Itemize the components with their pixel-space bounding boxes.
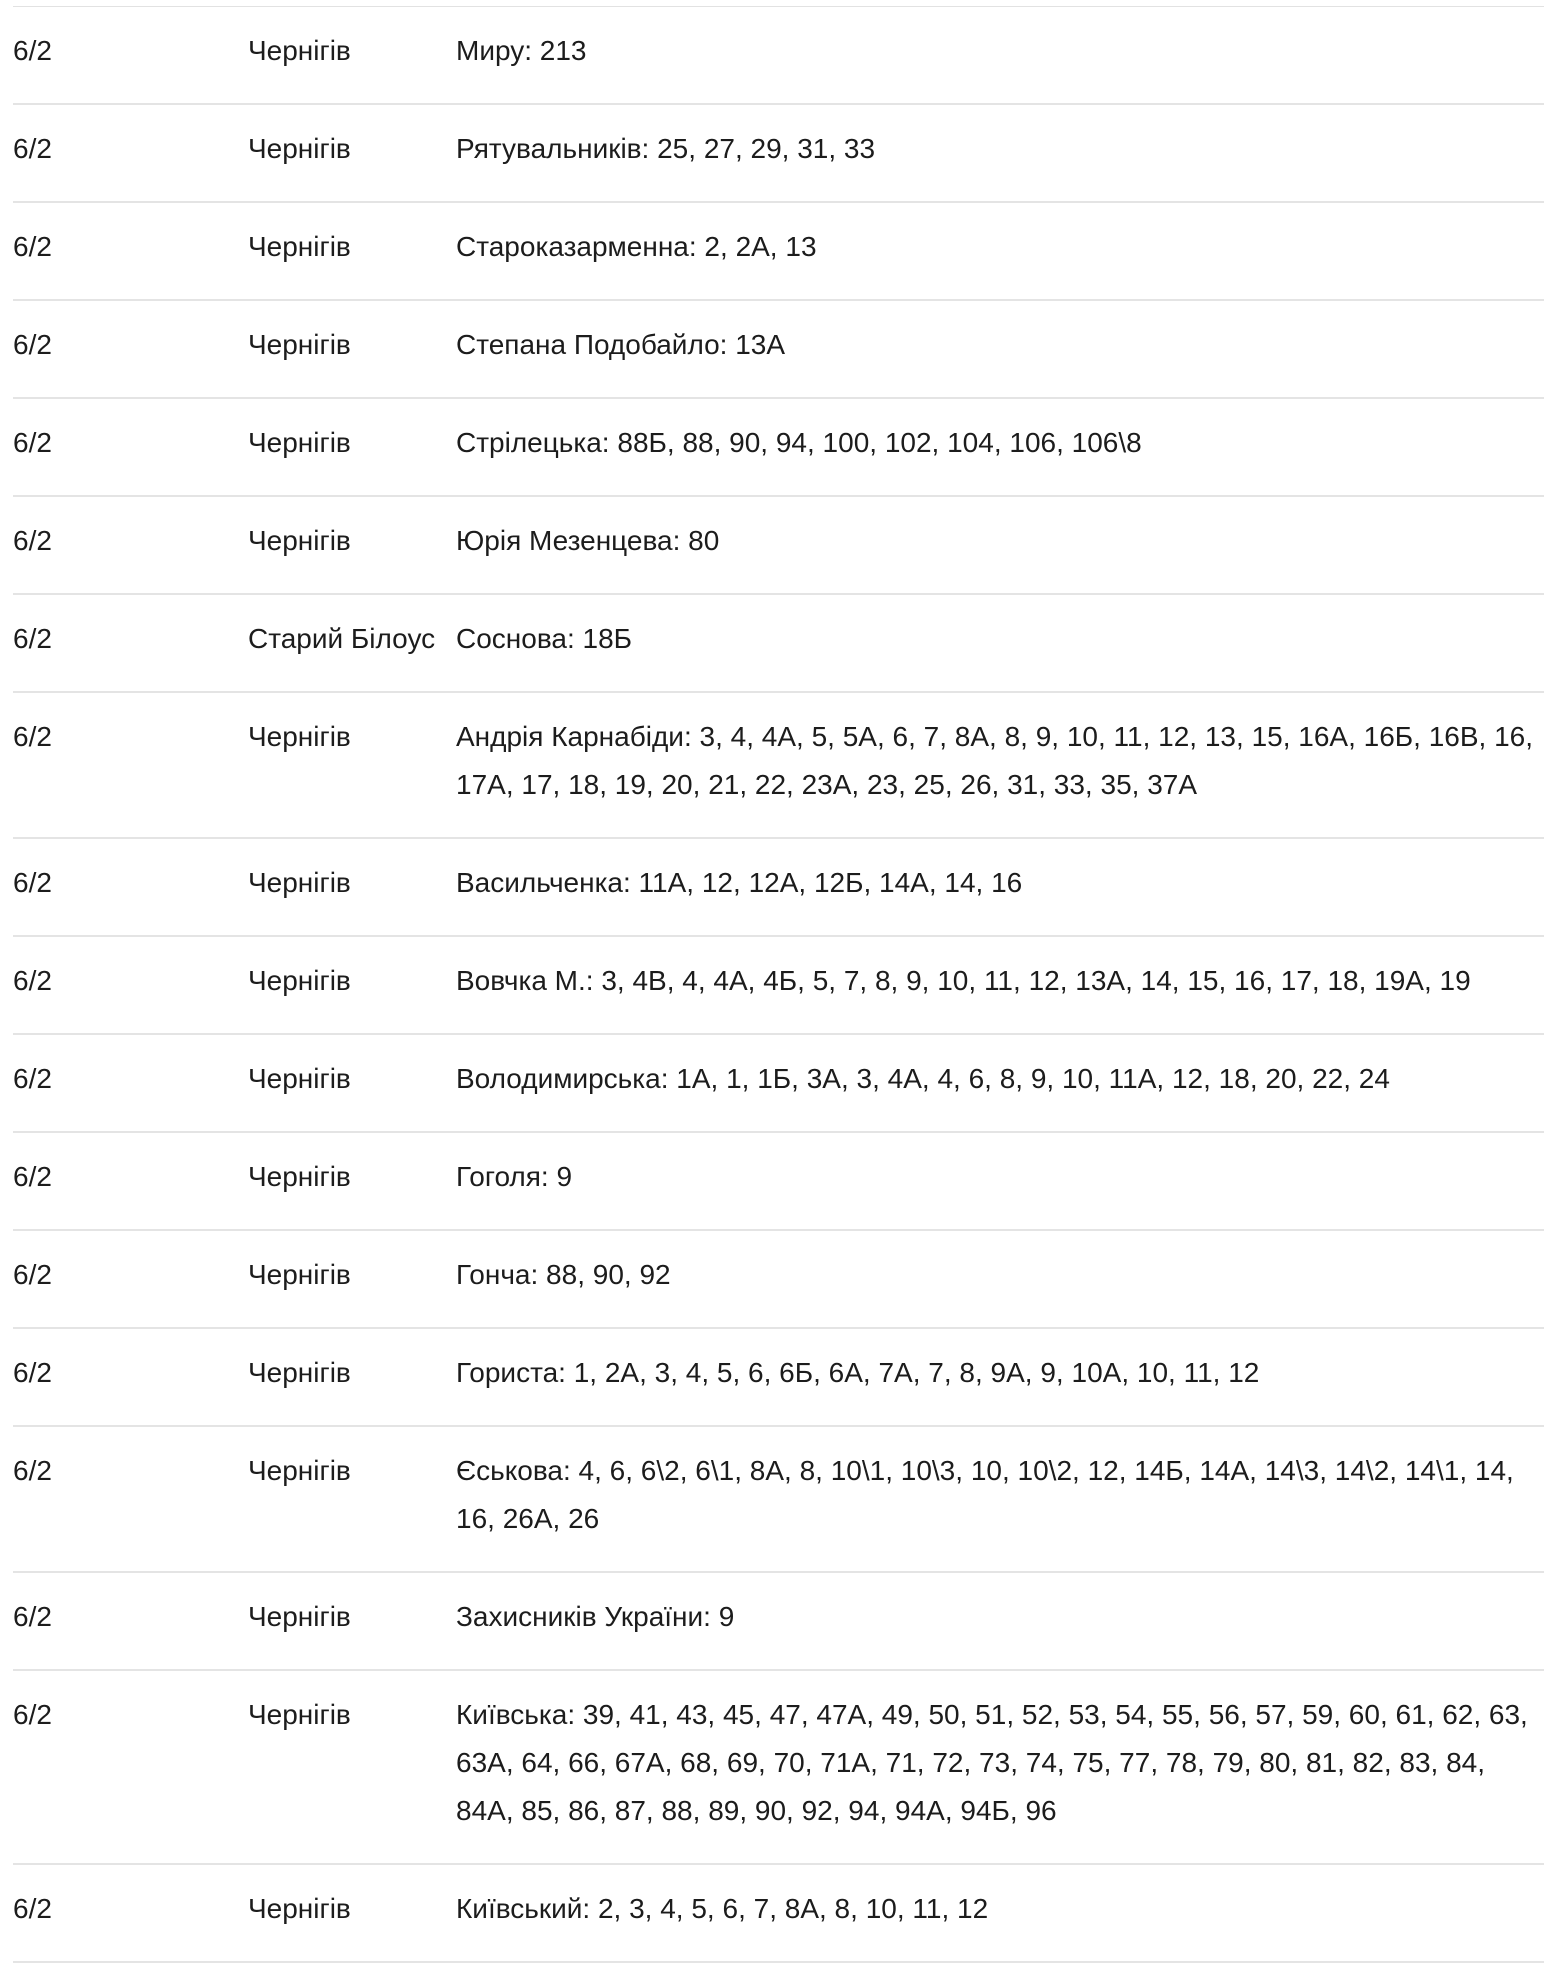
table-row xyxy=(13,1427,1544,1573)
city-cell: Старий Білоус xyxy=(248,623,436,654)
queue-cell: 6/2 xyxy=(13,525,52,556)
city-cell: Чернігів xyxy=(248,1455,351,1486)
city-cell: Чернігів xyxy=(248,721,351,752)
city-cell: Чернігів xyxy=(248,1063,351,1094)
address-cell: Соснова: 18Б xyxy=(456,623,633,654)
city-cell: Чернігів xyxy=(248,1699,351,1730)
table-row xyxy=(13,497,1544,595)
queue-cell: 6/2 xyxy=(13,427,52,458)
address-cell: Захисників України: 9 xyxy=(456,1601,735,1632)
queue-cell: 6/2 xyxy=(13,133,52,164)
queue-cell: 6/2 xyxy=(13,867,52,898)
address-cell: Гоголя: 9 xyxy=(456,1161,573,1192)
table-row xyxy=(13,1671,1544,1865)
city-cell: Чернігів xyxy=(248,1357,351,1388)
address-cell: Єськова: 4, 6, 6\2, 6\1, 8А, 8, 10\1, 10\3, 10, 10\2, 12, 14Б, 14А, 14\3, 14\2, 14\1, 14, 16, 26А, 26 xyxy=(456,1455,1514,1534)
city-cell: Чернігів xyxy=(248,1161,351,1192)
city-cell: Чернігів xyxy=(248,965,351,996)
table-row xyxy=(13,399,1544,497)
address-cell: Стрілецька: 88Б, 88, 90, 94, 100, 102, 104, 106, 106\8 xyxy=(456,427,1142,458)
queue-cell: 6/2 xyxy=(13,1601,52,1632)
table-row xyxy=(13,937,1544,1035)
table-row xyxy=(13,301,1544,399)
queue-cell: 6/2 xyxy=(13,1161,52,1192)
address-cell: Київська: 39, 41, 43, 45, 47, 47А, 49, 50, 51, 52, 53, 54, 55, 56, 57, 59, 60, 61, 62, 63, 63А, 64, 66, 67А, 68, 69, 70, 71А, 71, 72, 73, 74, 75, 77, 78, 79, 80, 81, 82, 83, 84, 84А, 85, 86, 87, 88, 89, 90, 92, 94, 94А, 94Б, 96 xyxy=(456,1699,1528,1826)
address-cell: Степана Подобайло: 13А xyxy=(456,329,786,360)
queue-cell: 6/2 xyxy=(13,1063,52,1094)
address-cell: Володимирська: 1А, 1, 1Б, 3А, 3, 4А, 4, 6, 8, 9, 10, 11А, 12, 18, 20, 22, 24 xyxy=(456,1063,1390,1094)
outage-schedule-table xyxy=(13,6,1544,1963)
address-cell: Староказарменна: 2, 2А, 13 xyxy=(456,231,817,262)
table-row xyxy=(13,595,1544,693)
queue-cell: 6/2 xyxy=(13,965,52,996)
city-cell: Чернігів xyxy=(248,231,351,262)
address-cell: Юрія Мезенцева: 80 xyxy=(456,525,720,556)
table-row xyxy=(13,1133,1544,1231)
city-cell: Чернігів xyxy=(248,1259,351,1290)
city-cell: Чернігів xyxy=(248,1601,351,1632)
address-cell: Миру: 213 xyxy=(456,35,587,66)
address-cell: Вовчка М.: 3, 4В, 4, 4А, 4Б, 5, 7, 8, 9, 10, 11, 12, 13А, 14, 15, 16, 17, 18, 19А, 19 xyxy=(456,965,1471,996)
table-row xyxy=(13,203,1544,301)
queue-cell: 6/2 xyxy=(13,721,52,752)
table-row xyxy=(13,839,1544,937)
queue-cell: 6/2 xyxy=(13,1357,52,1388)
queue-cell: 6/2 xyxy=(13,1893,52,1924)
address-cell: Андрія Карнабіди: 3, 4, 4А, 5, 5А, 6, 7, 8А, 8, 9, 10, 11, 12, 13, 15, 16А, 16Б, 16В, 16, 17А, 17, 18, 19, 20, 21, 22, 23А, 23, 25, 26, 31, 33, 35, 37А xyxy=(456,721,1534,800)
city-cell: Чернігів xyxy=(248,35,351,66)
address-cell: Васильченка: 11А, 12, 12А, 12Б, 14А, 14, 16 xyxy=(456,867,1023,898)
address-cell: Гориста: 1, 2А, 3, 4, 5, 6, 6Б, 6А, 7А, 7, 8, 9А, 9, 10А, 10, 11, 12 xyxy=(456,1357,1260,1388)
city-cell: Чернігів xyxy=(248,525,351,556)
queue-cell: 6/2 xyxy=(13,1259,52,1290)
table-row xyxy=(13,1035,1544,1133)
queue-cell: 6/2 xyxy=(13,329,52,360)
city-cell: Чернігів xyxy=(248,133,351,164)
queue-cell: 6/2 xyxy=(13,623,52,654)
address-cell: Гонча: 88, 90, 92 xyxy=(456,1259,671,1290)
queue-cell: 6/2 xyxy=(13,231,52,262)
city-cell: Чернігів xyxy=(248,1893,351,1924)
address-cell: Рятувальників: 25, 27, 29, 31, 33 xyxy=(456,133,876,164)
address-cell: Київський: 2, 3, 4, 5, 6, 7, 8А, 8, 10, 11, 12 xyxy=(456,1893,989,1924)
queue-cell: 6/2 xyxy=(13,1699,52,1730)
table-row xyxy=(13,7,1544,105)
city-cell: Чернігів xyxy=(248,867,351,898)
table-row xyxy=(13,1329,1544,1427)
queue-cell: 6/2 xyxy=(13,1455,52,1486)
table-row xyxy=(13,693,1544,839)
table-row xyxy=(13,1231,1544,1329)
queue-cell: 6/2 xyxy=(13,35,52,66)
table-row xyxy=(13,105,1544,203)
table-row xyxy=(13,1865,1544,1963)
city-cell: Чернігів xyxy=(248,427,351,458)
city-cell: Чернігів xyxy=(248,329,351,360)
table-row xyxy=(13,1573,1544,1671)
